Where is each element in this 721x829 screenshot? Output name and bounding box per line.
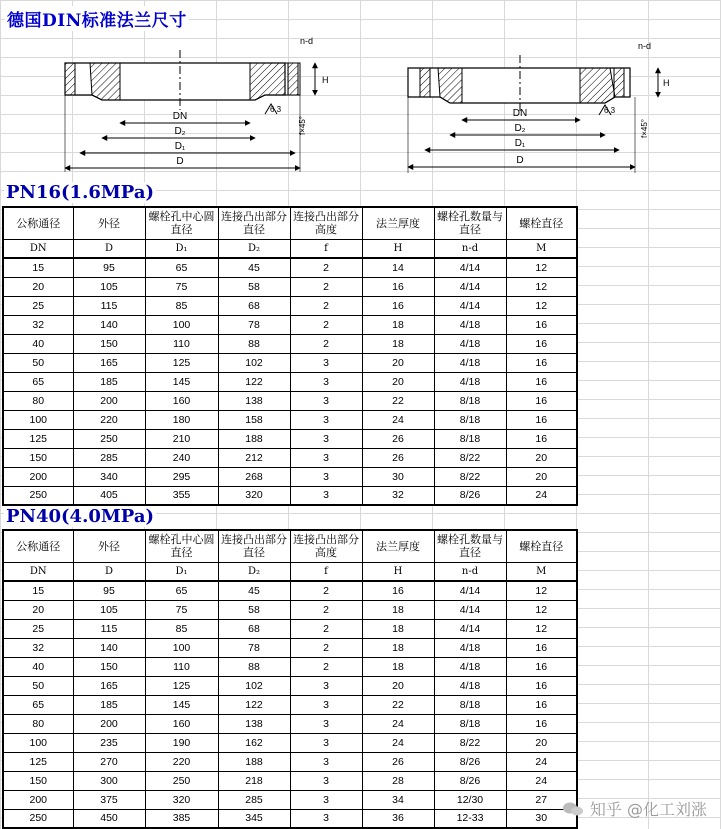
table-row bbox=[3, 600, 577, 619]
column-symbol: D bbox=[73, 239, 145, 258]
dim-f45-label: f×45° bbox=[640, 119, 649, 138]
column-symbol: M bbox=[506, 239, 577, 258]
table-row bbox=[3, 296, 577, 315]
table-cell: 68 bbox=[218, 296, 290, 315]
table-cell: 20 bbox=[3, 600, 73, 619]
column-header: 连接凸出部分高度 bbox=[290, 530, 362, 562]
table-row bbox=[3, 429, 577, 448]
table-cell: 2 bbox=[290, 258, 362, 277]
table-cell: 8/26 bbox=[434, 486, 506, 505]
table-cell: 450 bbox=[73, 809, 145, 828]
table-row bbox=[3, 619, 577, 638]
table-cell: 115 bbox=[73, 619, 145, 638]
table-row bbox=[3, 391, 577, 410]
table-cell: 3 bbox=[290, 448, 362, 467]
table-cell: 185 bbox=[73, 372, 145, 391]
table-cell: 2 bbox=[290, 581, 362, 600]
pn40-title: PN40(4.0MPa) bbox=[6, 506, 155, 527]
table-row bbox=[3, 695, 577, 714]
table-cell: 88 bbox=[218, 334, 290, 353]
table-cell: 16 bbox=[506, 657, 577, 676]
table-cell: 20 bbox=[3, 277, 73, 296]
table-cell: 8/26 bbox=[434, 752, 506, 771]
table-cell: 58 bbox=[218, 277, 290, 296]
table-cell: 15 bbox=[3, 581, 73, 600]
table-row bbox=[3, 676, 577, 695]
table-cell: 20 bbox=[506, 733, 577, 752]
table-cell: 185 bbox=[73, 695, 145, 714]
table-cell: 250 bbox=[3, 486, 73, 505]
table-cell: 32 bbox=[3, 315, 73, 334]
table-cell: 16 bbox=[362, 296, 434, 315]
table-cell: 85 bbox=[145, 619, 218, 638]
table-cell: 4/18 bbox=[434, 638, 506, 657]
dim-dn-label: DN bbox=[512, 108, 528, 119]
table-cell: 18 bbox=[362, 657, 434, 676]
chat-icon bbox=[562, 801, 584, 817]
table-cell: 12-33 bbox=[434, 809, 506, 828]
table-cell: 4/14 bbox=[434, 619, 506, 638]
table-cell: 28 bbox=[362, 771, 434, 790]
table-cell: 250 bbox=[73, 429, 145, 448]
table-cell: 12 bbox=[506, 581, 577, 600]
table-cell: 88 bbox=[218, 657, 290, 676]
table-cell: 12 bbox=[506, 277, 577, 296]
table-cell: 65 bbox=[145, 581, 218, 600]
table-cell: 4/18 bbox=[434, 353, 506, 372]
table-cell: 75 bbox=[145, 600, 218, 619]
table-cell: 4/18 bbox=[434, 676, 506, 695]
table-cell: 50 bbox=[3, 353, 73, 372]
table-cell: 25 bbox=[3, 296, 73, 315]
column-symbol: DN bbox=[3, 562, 73, 581]
table-cell: 3 bbox=[290, 752, 362, 771]
table-cell: 100 bbox=[3, 410, 73, 429]
table-cell: 4/14 bbox=[434, 296, 506, 315]
table-cell: 200 bbox=[3, 467, 73, 486]
table-cell: 32 bbox=[362, 486, 434, 505]
table-row bbox=[3, 277, 577, 296]
table-cell: 20 bbox=[506, 467, 577, 486]
table-cell: 220 bbox=[145, 752, 218, 771]
table-cell: 100 bbox=[3, 733, 73, 752]
table-row bbox=[3, 353, 577, 372]
table-cell: 25 bbox=[3, 619, 73, 638]
table-cell: 18 bbox=[362, 600, 434, 619]
table-cell: 18 bbox=[362, 334, 434, 353]
table-cell: 340 bbox=[73, 467, 145, 486]
dim-d1-label: D₁ bbox=[174, 141, 186, 152]
column-symbol: f bbox=[290, 239, 362, 258]
table-cell: 160 bbox=[145, 391, 218, 410]
table-cell: 100 bbox=[145, 315, 218, 334]
pn16-title: PN16(1.6MPa) bbox=[6, 182, 155, 203]
table-cell: 3 bbox=[290, 429, 362, 448]
table-cell: 16 bbox=[506, 410, 577, 429]
table-cell: 27 bbox=[506, 790, 577, 809]
column-header: 连接凸出部分直径 bbox=[218, 207, 290, 239]
table-cell: 3 bbox=[290, 372, 362, 391]
table-cell: 16 bbox=[362, 277, 434, 296]
column-header: 连接凸出部分直径 bbox=[218, 530, 290, 562]
table-cell: 212 bbox=[218, 448, 290, 467]
table-cell: 140 bbox=[73, 638, 145, 657]
table-cell: 160 bbox=[145, 714, 218, 733]
table-cell: 18 bbox=[362, 638, 434, 657]
table-row bbox=[3, 752, 577, 771]
table-cell: 122 bbox=[218, 695, 290, 714]
table-cell: 2 bbox=[290, 657, 362, 676]
table-cell: 16 bbox=[506, 391, 577, 410]
column-header: 螺栓孔数量与直径 bbox=[434, 530, 506, 562]
table-cell: 4/18 bbox=[434, 657, 506, 676]
column-header: 公称通径 bbox=[3, 207, 73, 239]
watermark-text: 知乎 @化工刘涨 bbox=[589, 800, 707, 819]
table-cell: 4/14 bbox=[434, 258, 506, 277]
table-cell: 200 bbox=[73, 391, 145, 410]
dim-d-label: D bbox=[176, 156, 184, 167]
table-cell: 58 bbox=[218, 600, 290, 619]
table-cell: 18 bbox=[362, 619, 434, 638]
table-cell: 8/18 bbox=[434, 391, 506, 410]
table-cell: 24 bbox=[362, 714, 434, 733]
column-header: 外径 bbox=[73, 207, 145, 239]
table-cell: 65 bbox=[3, 695, 73, 714]
table-cell: 30 bbox=[362, 467, 434, 486]
table-cell: 24 bbox=[362, 410, 434, 429]
table-cell: 16 bbox=[506, 638, 577, 657]
table-cell: 4/18 bbox=[434, 315, 506, 334]
table-cell: 20 bbox=[506, 448, 577, 467]
table-cell: 80 bbox=[3, 391, 73, 410]
table-cell: 16 bbox=[506, 315, 577, 334]
roughness-label: 6.3 bbox=[270, 105, 282, 114]
table-cell: 40 bbox=[3, 334, 73, 353]
table-cell: 8/22 bbox=[434, 733, 506, 752]
table-cell: 180 bbox=[145, 410, 218, 429]
table-cell: 100 bbox=[145, 638, 218, 657]
table-cell: 285 bbox=[73, 448, 145, 467]
table-row bbox=[3, 714, 577, 733]
column-header: 螺栓直径 bbox=[506, 530, 577, 562]
table-row bbox=[3, 733, 577, 752]
watermark bbox=[562, 797, 707, 820]
table-cell: 24 bbox=[362, 733, 434, 752]
table-cell: 32 bbox=[3, 638, 73, 657]
table-cell: 15 bbox=[3, 258, 73, 277]
table-cell: 45 bbox=[218, 581, 290, 600]
table-cell: 405 bbox=[73, 486, 145, 505]
column-symbol: D₁ bbox=[145, 562, 218, 581]
table-cell: 138 bbox=[218, 391, 290, 410]
column-symbol: D₂ bbox=[218, 239, 290, 258]
table-cell: 140 bbox=[73, 315, 145, 334]
table-cell: 145 bbox=[145, 372, 218, 391]
table-cell: 12 bbox=[506, 600, 577, 619]
table-cell: 3 bbox=[290, 467, 362, 486]
table-cell: 188 bbox=[218, 752, 290, 771]
table-cell: 16 bbox=[506, 714, 577, 733]
table-cell: 8/18 bbox=[434, 695, 506, 714]
table-cell: 26 bbox=[362, 448, 434, 467]
table-cell: 14 bbox=[362, 258, 434, 277]
table-row bbox=[3, 448, 577, 467]
table-cell: 218 bbox=[218, 771, 290, 790]
table-cell: 24 bbox=[506, 752, 577, 771]
flange-drawing-left bbox=[50, 30, 380, 180]
table-cell: 45 bbox=[218, 258, 290, 277]
table-cell: 8/18 bbox=[434, 410, 506, 429]
table-cell: 220 bbox=[73, 410, 145, 429]
table-cell: 268 bbox=[218, 467, 290, 486]
table-row bbox=[3, 790, 577, 809]
dim-d2-label: D₂ bbox=[514, 123, 526, 134]
table-cell: 285 bbox=[218, 790, 290, 809]
column-header: 螺栓孔中心圆直径 bbox=[145, 207, 218, 239]
table-cell: 75 bbox=[145, 277, 218, 296]
table-cell: 110 bbox=[145, 657, 218, 676]
column-header: 法兰厚度 bbox=[362, 207, 434, 239]
table-cell: 95 bbox=[73, 581, 145, 600]
pn40-table bbox=[2, 529, 578, 829]
dim-dn-label: DN bbox=[172, 111, 188, 122]
table-cell: 150 bbox=[3, 771, 73, 790]
flange-drawings bbox=[0, 30, 721, 180]
column-symbol: H bbox=[362, 562, 434, 581]
table-row bbox=[3, 372, 577, 391]
dim-h-label: H bbox=[322, 75, 329, 85]
column-symbol: n-d bbox=[434, 239, 506, 258]
table-cell: 4/18 bbox=[434, 334, 506, 353]
table-cell: 165 bbox=[73, 676, 145, 695]
table-cell: 8/18 bbox=[434, 714, 506, 733]
table-cell: 3 bbox=[290, 733, 362, 752]
table-cell: 4/14 bbox=[434, 600, 506, 619]
table-cell: 320 bbox=[218, 486, 290, 505]
table-cell: 16 bbox=[506, 334, 577, 353]
table-cell: 125 bbox=[3, 429, 73, 448]
column-symbol: DN bbox=[3, 239, 73, 258]
column-symbol: M bbox=[506, 562, 577, 581]
roughness-label: 6.3 bbox=[604, 106, 616, 115]
dim-d-label: D bbox=[516, 155, 524, 166]
table-cell: 3 bbox=[290, 391, 362, 410]
table-cell: 18 bbox=[362, 315, 434, 334]
table-cell: 295 bbox=[145, 467, 218, 486]
table-cell: 165 bbox=[73, 353, 145, 372]
table-row bbox=[3, 258, 577, 277]
table-cell: 16 bbox=[506, 676, 577, 695]
table-cell: 8/18 bbox=[434, 429, 506, 448]
table-row bbox=[3, 410, 577, 429]
table-cell: 36 bbox=[362, 809, 434, 828]
flange-drawing-right bbox=[400, 35, 700, 185]
column-header: 螺栓孔数量与直径 bbox=[434, 207, 506, 239]
table-cell: 188 bbox=[218, 429, 290, 448]
pn16-table bbox=[2, 206, 578, 506]
table-cell: 250 bbox=[3, 809, 73, 828]
column-symbol: n-d bbox=[434, 562, 506, 581]
table-cell: 210 bbox=[145, 429, 218, 448]
table-cell: 20 bbox=[362, 676, 434, 695]
table-cell: 240 bbox=[145, 448, 218, 467]
column-symbol: H bbox=[362, 239, 434, 258]
column-header: 法兰厚度 bbox=[362, 530, 434, 562]
page-title: 德国DIN标准法兰尺寸 bbox=[5, 6, 189, 31]
table-cell: 3 bbox=[290, 790, 362, 809]
dim-nd-label: n-d bbox=[638, 41, 652, 51]
column-symbol: D bbox=[73, 562, 145, 581]
column-header: 公称通径 bbox=[3, 530, 73, 562]
table-cell: 145 bbox=[145, 695, 218, 714]
table-cell: 20 bbox=[362, 372, 434, 391]
table-cell: 3 bbox=[290, 809, 362, 828]
table-cell: 2 bbox=[290, 600, 362, 619]
dim-d2-label: D₂ bbox=[174, 126, 186, 137]
table-cell: 3 bbox=[290, 676, 362, 695]
table-cell: 200 bbox=[73, 714, 145, 733]
table-cell: 150 bbox=[3, 448, 73, 467]
table-cell: 26 bbox=[362, 429, 434, 448]
table-cell: 12 bbox=[506, 296, 577, 315]
table-cell: 375 bbox=[73, 790, 145, 809]
table-cell: 2 bbox=[290, 619, 362, 638]
dim-d1-label: D₁ bbox=[514, 138, 526, 149]
table-row bbox=[3, 638, 577, 657]
table-cell: 78 bbox=[218, 315, 290, 334]
table-cell: 385 bbox=[145, 809, 218, 828]
table-cell: 34 bbox=[362, 790, 434, 809]
table-row bbox=[3, 657, 577, 676]
table-cell: 138 bbox=[218, 714, 290, 733]
table-cell: 105 bbox=[73, 600, 145, 619]
dim-h-label: H bbox=[663, 78, 670, 88]
table-cell: 320 bbox=[145, 790, 218, 809]
table-cell: 20 bbox=[362, 353, 434, 372]
table-row bbox=[3, 771, 577, 790]
column-header: 连接凸出部分高度 bbox=[290, 207, 362, 239]
table-cell: 150 bbox=[73, 334, 145, 353]
column-header: 螺栓孔中心圆直径 bbox=[145, 530, 218, 562]
table-cell: 24 bbox=[506, 771, 577, 790]
table-cell: 16 bbox=[506, 372, 577, 391]
table-cell: 235 bbox=[73, 733, 145, 752]
column-symbol: D₂ bbox=[218, 562, 290, 581]
table-cell: 68 bbox=[218, 619, 290, 638]
table-cell: 16 bbox=[506, 429, 577, 448]
table-cell: 2 bbox=[290, 638, 362, 657]
column-header: 外径 bbox=[73, 530, 145, 562]
table-cell: 2 bbox=[290, 334, 362, 353]
table-cell: 3 bbox=[290, 410, 362, 429]
table-cell: 50 bbox=[3, 676, 73, 695]
table-cell: 22 bbox=[362, 695, 434, 714]
table-cell: 250 bbox=[145, 771, 218, 790]
table-cell: 3 bbox=[290, 486, 362, 505]
table-cell: 125 bbox=[145, 353, 218, 372]
table-cell: 4/14 bbox=[434, 581, 506, 600]
table-cell: 3 bbox=[290, 695, 362, 714]
table-cell: 105 bbox=[73, 277, 145, 296]
table-cell: 26 bbox=[362, 752, 434, 771]
table-cell: 95 bbox=[73, 258, 145, 277]
table-row bbox=[3, 334, 577, 353]
table-cell: 125 bbox=[145, 676, 218, 695]
table-cell: 110 bbox=[145, 334, 218, 353]
table-cell: 16 bbox=[506, 353, 577, 372]
table-cell: 30 bbox=[506, 809, 577, 828]
table-cell: 12 bbox=[506, 619, 577, 638]
table-cell: 345 bbox=[218, 809, 290, 828]
column-symbol: D₁ bbox=[145, 239, 218, 258]
table-cell: 2 bbox=[290, 277, 362, 296]
table-cell: 4/14 bbox=[434, 277, 506, 296]
table-row bbox=[3, 581, 577, 600]
table-cell: 65 bbox=[145, 258, 218, 277]
table-cell: 40 bbox=[3, 657, 73, 676]
table-cell: 12 bbox=[506, 258, 577, 277]
column-header: 螺栓直径 bbox=[506, 207, 577, 239]
table-cell: 85 bbox=[145, 296, 218, 315]
table-cell: 3 bbox=[290, 714, 362, 733]
table-cell: 122 bbox=[218, 372, 290, 391]
table-cell: 125 bbox=[3, 752, 73, 771]
table-cell: 190 bbox=[145, 733, 218, 752]
table-row bbox=[3, 467, 577, 486]
table-cell: 16 bbox=[506, 695, 577, 714]
table-cell: 355 bbox=[145, 486, 218, 505]
table-cell: 24 bbox=[506, 486, 577, 505]
table-cell: 3 bbox=[290, 353, 362, 372]
table-cell: 2 bbox=[290, 296, 362, 315]
table-cell: 115 bbox=[73, 296, 145, 315]
table-cell: 16 bbox=[362, 581, 434, 600]
table-cell: 162 bbox=[218, 733, 290, 752]
table-cell: 150 bbox=[73, 657, 145, 676]
table-cell: 8/26 bbox=[434, 771, 506, 790]
table-cell: 80 bbox=[3, 714, 73, 733]
table-cell: 4/18 bbox=[434, 372, 506, 391]
table-cell: 3 bbox=[290, 771, 362, 790]
table-cell: 22 bbox=[362, 391, 434, 410]
dim-nd-label: n-d bbox=[300, 36, 314, 46]
table-cell: 8/22 bbox=[434, 448, 506, 467]
table-cell: 102 bbox=[218, 353, 290, 372]
table-cell: 2 bbox=[290, 315, 362, 334]
table-cell: 8/22 bbox=[434, 467, 506, 486]
table-row bbox=[3, 809, 577, 828]
table-row bbox=[3, 486, 577, 505]
table-cell: 102 bbox=[218, 676, 290, 695]
column-symbol: f bbox=[290, 562, 362, 581]
table-row bbox=[3, 315, 577, 334]
table-cell: 200 bbox=[3, 790, 73, 809]
table-cell: 300 bbox=[73, 771, 145, 790]
table-cell: 65 bbox=[3, 372, 73, 391]
table-cell: 78 bbox=[218, 638, 290, 657]
dim-f45-label: f×45° bbox=[298, 116, 307, 135]
table-cell: 158 bbox=[218, 410, 290, 429]
table-cell: 270 bbox=[73, 752, 145, 771]
table-cell: 12/30 bbox=[434, 790, 506, 809]
